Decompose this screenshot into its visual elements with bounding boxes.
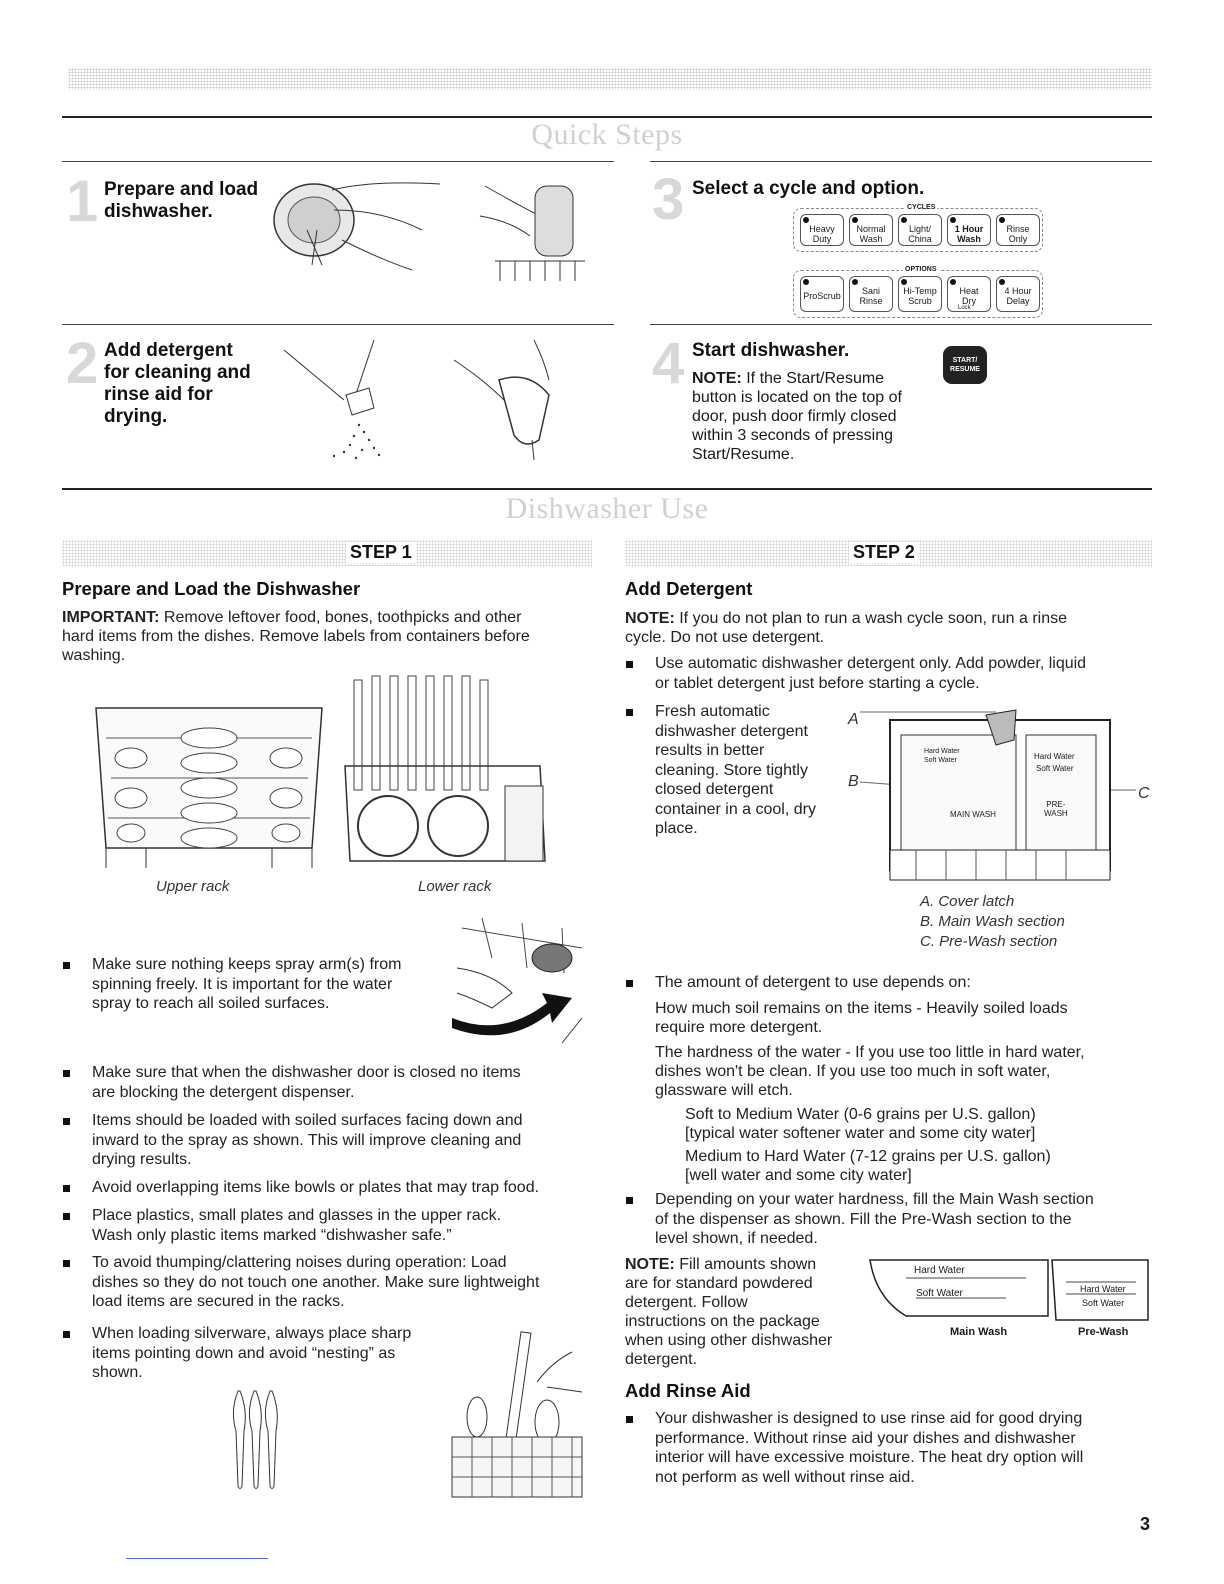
step-1-bullet-7: When loading silverware, always place sharp items pointing down and avoid “nesting” as shown.: [62, 1324, 462, 1383]
footer-underline: [126, 1558, 268, 1559]
options-label: OPTIONS: [905, 266, 937, 273]
diagram-label-b: B: [848, 773, 859, 790]
quick-step-1-number: 1: [66, 169, 99, 234]
step-2-bullet-3: The amount of detergent to use depends on:: [625, 973, 1152, 993]
lower-rack-caption: Lower rack: [418, 878, 492, 895]
step-2-note-2: [625, 1255, 865, 1369]
upper-rack-illustration: [86, 678, 332, 874]
step-2-banner: [625, 540, 1152, 566]
add-rinse-aid-heading: Add Rinse Aid: [625, 1380, 751, 1401]
diagram-label-a: A: [848, 711, 859, 728]
quick-step-2-number: 2: [66, 331, 99, 396]
quick-steps-midrule-left: [62, 324, 614, 325]
step-1-bullet-1: Make sure nothing keeps spray arm(s) from spinning freely. It is important for the water spray to reach all soiled surfaces.: [62, 955, 462, 1014]
pouring-powder-illustration: [284, 340, 414, 465]
fill-soft-water-main: Soft Water: [916, 1288, 963, 1299]
option-button-4-hour-delay[interactable]: 4 Hour Delay: [996, 276, 1040, 312]
start-resume-button[interactable]: START/ RESUME: [943, 346, 987, 384]
page-number: 3: [1140, 1514, 1151, 1534]
quick-step-1-title: Prepare and load dishwasher.: [104, 179, 259, 222]
step-1-banner-label: STEP 1: [346, 542, 416, 563]
cycle-button-1-hour-wash[interactable]: 1 Hour Wash: [947, 214, 991, 246]
diagram-caption-c: C. Pre-Wash section: [920, 933, 1058, 950]
cycle-button-normal-wash[interactable]: Normal Wash: [849, 214, 893, 246]
quick-step-4-note-text: If the Start/Resume button is located on the top of door, push door firmly closed within 3 seconds of pressing Start/Resume.: [692, 370, 902, 463]
fill-soft-water-pre: Soft Water: [1082, 1298, 1125, 1308]
step-2-sub-medium-hard: Medium to Hard Water (7-12 grains per U.S. gallon) [well water and some city water]: [685, 1148, 1051, 1184]
quick-step-4-number: 4: [652, 331, 685, 396]
step-1-important: [62, 608, 602, 665]
step-1-bullet-3: Items should be loaded with soiled surfaces facing down and inward to the spray as shown. This will improve cleaning and drying results.: [62, 1111, 602, 1170]
quick-steps-subrule-right: [650, 161, 1152, 162]
dishwasher-use-title: Dishwasher Use: [505, 492, 709, 525]
diagram-hard-water-main: Hard Water: [924, 748, 960, 755]
lock-indicator-label: Lock: [958, 305, 971, 311]
option-button-heat-dry[interactable]: Heat Dry: [947, 276, 991, 312]
loading-plate-illustration: [272, 170, 442, 280]
step-2-sub-hardness: The hardness of the water - If you use too little in hard water, dishes won't be clean. If you use too much in soft water, glassware will etch.: [655, 1044, 1085, 1099]
step-2-sub-soil: How much soil remains on the items - Heavily soiled loads require more detergent.: [655, 1000, 1068, 1036]
cycle-button-heavy-duty[interactable]: Heavy Duty: [800, 214, 844, 246]
diagram-soft-water-pre: Soft Water: [1036, 764, 1074, 773]
dishwasher-use-rule: [62, 488, 1152, 490]
step-2-bullet-2: Fresh automatic dishwasher detergent results in better cleaning. Store tightly closed detergent container in a cool, dry place.: [625, 702, 855, 839]
option-button-hi-temp-scrub[interactable]: Hi-Temp Scrub: [898, 276, 942, 312]
quick-step-4-title: Start dishwasher.: [692, 340, 850, 361]
header-dot-band: [68, 68, 1152, 90]
rack-glass-illustration: [480, 176, 590, 286]
step-2-note-label: NOTE:: [625, 610, 675, 627]
fill-main-wash-label: Main Wash: [950, 1326, 1008, 1338]
upper-rack-caption: Upper rack: [156, 878, 230, 895]
step-2-note: [625, 609, 1152, 647]
step-1-bullet-6: To avoid thumping/clattering noises during operation: Load dishes so they do not touch one another. Make sure lightweight load items are secured in the racks.: [62, 1253, 602, 1312]
step-2-banner-label: STEP 2: [849, 542, 919, 563]
quick-step-3-number: 3: [652, 167, 685, 232]
step-2-note-2-label: NOTE:: [625, 1256, 675, 1273]
quick-step-4-note-label: NOTE:: [692, 370, 742, 387]
step-1-bullet-2: Make sure that when the dishwasher door is closed no items are blocking the detergent dispenser.: [62, 1063, 602, 1102]
step-2-note-2-text: Fill amounts shown are for standard powdered detergent. Follow instructions on the package when using other dishwasher detergent.: [625, 1256, 833, 1368]
diagram-label-c: C: [1138, 785, 1150, 802]
spray-arm-illustration: [452, 918, 587, 1048]
diagram-caption-a: A. Cover latch: [920, 893, 1015, 910]
option-button-proscrub[interactable]: ProScrub: [800, 276, 844, 312]
diagram-main-wash: MAIN WASH: [950, 810, 996, 819]
quick-steps-midrule-right: [650, 324, 1152, 325]
option-button-sani-rinse[interactable]: Sani Rinse: [849, 276, 893, 312]
add-rinse-aid-bullet: Your dishwasher is designed to use rinse aid for good drying performance. Without rinse aid your dishes and dishwasher interior will have excessive moisture. The heat dry option will not perform as well without rinse aid.: [625, 1409, 1152, 1487]
step-2-sub-soft-medium: Soft to Medium Water (0-6 grains per U.S. gallon) [typical water softener water and some city water]: [685, 1106, 1036, 1142]
step-2-bullet-1: Use automatic dishwasher detergent only. Add powder, liquid or tablet detergent just before starting a cycle.: [625, 654, 1152, 693]
step-1-banner: [62, 540, 592, 566]
diagram-pre-wash: PRE- WASH: [1044, 800, 1068, 818]
step-1-bullet-4: Avoid overlapping items like bowls or plates that may trap food.: [62, 1178, 602, 1198]
cycle-button-light-china[interactable]: Light/ China: [898, 214, 942, 246]
fill-hard-water-main: Hard Water: [914, 1265, 965, 1276]
quick-step-4-note: [692, 369, 952, 464]
step-1-important-text: Remove leftover food, bones, toothpicks and other hard items from the dishes. Remove labels from containers before washing.: [62, 609, 530, 664]
silverware-basket-illustration: [452, 1322, 587, 1498]
quick-step-3-title: Select a cycle and option.: [692, 178, 925, 199]
step-1-heading: Prepare and Load the Dishwasher: [62, 578, 361, 599]
quick-steps-title: Quick Steps: [531, 118, 683, 151]
step-2-bullet-4: Depending on your water hardness, fill the Main Wash section of the dispenser as shown. Fill the Pre-Wash section to the level shown, if needed.: [625, 1190, 1152, 1249]
step-2-note-text: If you do not plan to run a wash cycle soon, run a rinse cycle. Do not use detergent.: [625, 610, 1068, 646]
dispenser-drawing: [846, 700, 1146, 886]
cycles-label: CYCLES: [907, 204, 936, 211]
step-1-important-label: IMPORTANT:: [62, 609, 160, 626]
pouring-liquid-illustration: [454, 340, 564, 465]
cycle-button-rinse-only[interactable]: Rinse Only: [996, 214, 1040, 246]
spoons-nesting-illustration: [226, 1386, 286, 1496]
diagram-soft-water-main: Soft Water: [924, 757, 957, 764]
diagram-hard-water-pre: Hard Water: [1034, 752, 1075, 761]
fill-hard-water-pre: Hard Water: [1080, 1284, 1126, 1294]
step-2-heading: Add Detergent: [625, 578, 753, 599]
lower-rack-illustration: [340, 676, 550, 874]
quick-steps-subrule-left: [62, 161, 614, 162]
step-1-bullet-5: Place plastics, small plates and glasses in the upper rack. Wash only plastic items marked “dishwasher safe.”: [62, 1206, 602, 1245]
fill-pre-wash-label: Pre-Wash: [1078, 1326, 1129, 1338]
quick-step-2-title: Add detergent for cleaning and rinse aid for drying.: [104, 340, 251, 427]
diagram-caption-b: B. Main Wash section: [920, 913, 1065, 930]
